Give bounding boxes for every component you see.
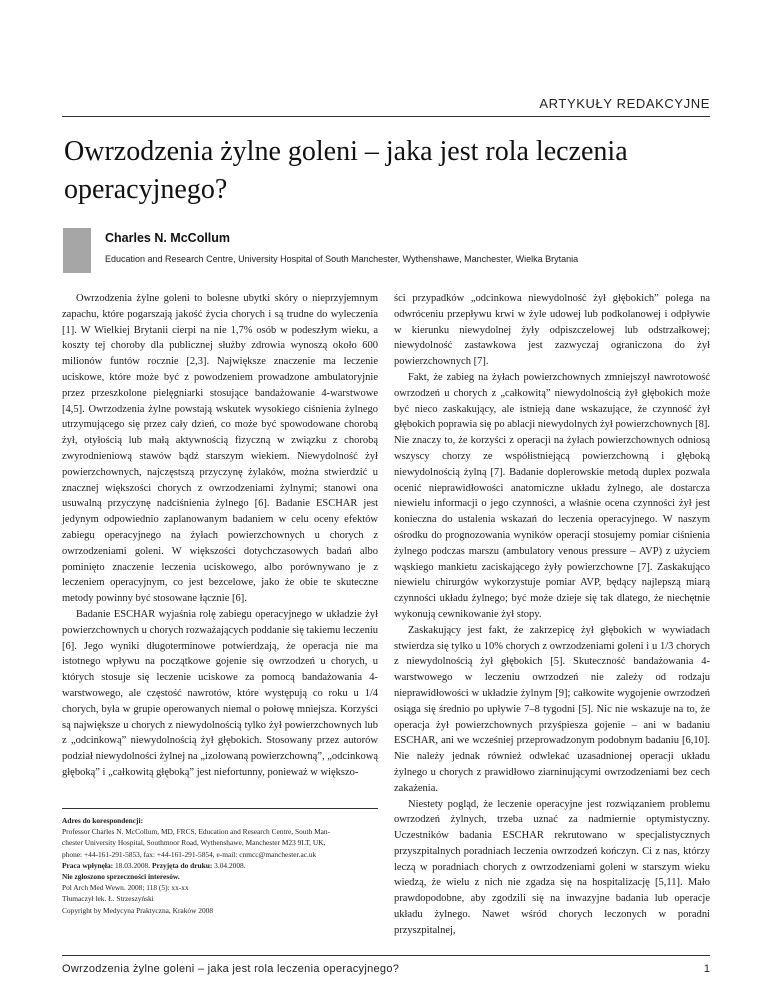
footer-rule bbox=[62, 955, 710, 956]
section-label: ARTYKUŁY REDAKCYJNE bbox=[539, 96, 710, 111]
right-column bbox=[394, 291, 710, 939]
footer-title: Owrzodzenia żylne goleni – jaka jest rola leczenia operacyjnego? bbox=[62, 963, 400, 975]
journal-citation: Pol Arch Med Wewn. 2008; 118 (5): xx-xx bbox=[62, 883, 189, 893]
accepted-label: Przyjęta do druku: bbox=[151, 860, 213, 870]
copyright-note: Copyright by Medycyna Praktyczna, Kraków 2008 bbox=[62, 905, 214, 915]
correspondence-line: Professor Charles N. McCollum, MD, FRCS, Education and Research Centre, South Man- bbox=[62, 827, 331, 837]
paragraph: Zaskakujący jest fakt, że zakrzepicę żył głębokich w wywiadach stwierdza się tylko u 10% chorych z owrzodzeniami goleni i u 1/3 chorych z niewydolnością żył głębokich [5]. Skuteczność bandażowania 4-warstwowego w leczeniu owrzodzeń nie zależy od rodzaju nieprawidłowości w układzie żylnym [9]; całkowite wygojenie owrzodzeń osiąga się średnio po upływie 7–8 tygodni [5]. Nic nie wskazuje na to, że operacja żył powierzchownych przyśpiesza gojenie – ani w badaniu ESCHAR, ani we wcześniej przeprowadzonym podobnym badaniu [6,10]. Nie należy jednak również odwlekać uzasadnionej operacji układu żylnego u chorych z prawidłowo ziarninującymi owrzodzeniami bez cech zakażenia. bbox=[394, 624, 710, 794]
page-number: 1 bbox=[703, 963, 710, 975]
correspondence-heading: Adres do korespondencji: bbox=[62, 816, 144, 825]
paragraph: ści przypadków „odcinkowa niewydolność żył głębokich” polega na odwróceniu przepływu krwi w żyle udowej lub podkolanowej i odpływie w kierunku niewydolnej żyły odpiszczelowej lub odstrzałkowej; niewydolność zastawkowa jest zazwyczaj ograniczona do żył powierzchownych [7]. bbox=[394, 293, 710, 368]
author-affiliation: Education and Research Centre, University Hospital of South Manchester, Wythenshawe, Manchester, Wielka Brytania bbox=[105, 254, 579, 264]
accepted-date: 3.04.2008. bbox=[214, 860, 246, 870]
correspondence-box bbox=[62, 808, 378, 916]
correspondence-line: phone: +44-161-291-5853, fax: +44-161-291-5854, e-mail: cnmcc@manchester.ac.uk bbox=[62, 849, 317, 859]
conflict-statement: Nie zgłoszono sprzeczności interesów. bbox=[62, 872, 180, 882]
author-accent-bar bbox=[63, 228, 91, 273]
paragraph: Owrzodzenia żylne goleni to bolesne ubytki skóry o nieprzyjemnym zapachu, które pogarszają jakość życia chorych i są trudne do wyleczenia [1]. W Wielkiej Brytanii cierpi na nie 1,7% osób w podeszłym wieku, a koszty tej choroby dla publicznej służby zdrowia wynoszą około 600 milionów funtów rocznie [2,3]. Największe znaczenie ma leczenie uciskowe, które może być z powodzeniem prowadzone ambulatoryjnie przez przeszkolone pielęgniarki stosujące bandażowanie 4-warstwowe [4,5]. Owrzodzenia żylne powstają wskutek wysokiego ciśnienia żylnego utrzymującego się przez cały dzień, co może być spowodowane chorobą żył, otyłością lub małą aktywnością fizyczną w związku z chorobą zwyrodnieniową stawów bądź starszym wiekiem. Niewydolność żył powierzchownych, najczęstszą przyczynę żylaków, można stwierdzić u znacznej większości chorych z owrzodzeniami żylnymi; stanowi ona usuwalną przyczynę nadciśnienia żylnego [6]. Badanie ESCHAR jest jedynym odpowiednio zaplanowanym badaniem w celu oceny efektów zabiegu operacyjnego na żyłach powierzchownych u chorych z owrzodzeniami goleni. W większości dotychczasowych badań albo pominięto znaczenie leczenia uciskowego, albo porównywano je z leczeniem operacyjnym, co jest bezcelowe, jako że obie te skuteczne metody powinny być stosowane łącznie [6]. bbox=[62, 293, 378, 605]
translator-note: Tłumaczył lek. Ł. Strzeszyński bbox=[62, 894, 154, 904]
correspondence-line: chester University Hospital, Southmoor Road, Wythenshawe, Manchester M23 9LT, UK, bbox=[62, 838, 326, 848]
header-rule bbox=[62, 116, 710, 117]
paragraph: Fakt, że zabieg na żyłach powierzchownych zmniejszył nawrotowość owrzodzeń u chorych z „całkowitą” niewydolnością żył głębokich może być nieco zaskakujący, ale istnieją dane wskazujące, że czynność żył głębokich poprawia się po ablacji niewydolnych żył powierzchownych [8]. Nie znaczy to, że korzyści z operacji na żyłach powierzchownych odniosą wszyscy chorzy ze współistniejącą powierzchowną i głęboką niewydolnością żylną [7]. Badanie doplerowskie metodą duplex pozwala ocenić nieprawidłowości anatomiczne układu żylnego, ale dostarcza niewielu informacji o jego czynności, a właśnie ocena czynności żył jest konieczna do ustalenia wskazań do leczenia operacyjnego. W naszym ośrodku do prognozowania wyników operacji stosujemy pomiar ciśnienia żylnego podczas marszu (ambulatory venous pressure – AVP) z użyciem wąskiego mankietu zaciskającego żyły powierzchowne [7]. Zaskakująco niewielu chirurgów wykorzystuje pomiar AVP, będący najlepszą miarą czynności układu żylnego; być może dzieje się tak dlatego, że niechętnie wykonują cewnikowanie żył stopy. bbox=[394, 371, 710, 620]
article-title: Owrzodzenia żylne goleni – jaka jest rola leczenia operacyjnego? bbox=[64, 136, 628, 205]
left-column bbox=[62, 291, 378, 781]
received-date: 18.03.2008. bbox=[114, 860, 151, 870]
paragraph: Badanie ESCHAR wyjaśnia rolę zabiegu operacyjnego w układzie żył powierzchownych u chorych rozważających poddanie się takiemu leczeniu [6]. Jego wyniki długoterminowe potwierdzają, że operacja nie ma istotnego wpływu na początkowe gojenie się owrzodzeń u chorych, u których stosuje się leczenie uciskowe za pomocą bandażowania 4-warstwowego, ale częstość nawrotów, które występują co roku u 1/4 chorych, była w grupie operowanych niemal o połowę mniejsza. Korzyści są największe u chorych z niewydolnością tylko żył powierzchownych lub z „odcinkową” niewydolnością żył głębokich. Stosowany przez autorów podział niewydolności żylnej na „izolowaną powierzchowną”, „odcinkową głęboką” i „całkowitą głęboką” jest niefortunny, ponieważ w większo- bbox=[62, 608, 378, 778]
author-name: Charles N. McCollum bbox=[105, 231, 231, 245]
received-label: Praca wpłynęła: bbox=[62, 860, 114, 870]
paragraph: Niestety pogląd, że leczenie operacyjne jest rozwiązaniem problemu owrzodzeń żylnych, trzeba uznać za nadmiernie optymistyczny. Uczestników badania ESCHAR rekrutowano w specjalistycznych przyszpitalnych poradniach leczenia owrzodzeń kończyn. Ci z nas, którzy leczą w poradniach chorych z owrzodzeniami goleni w starszym wieku wiedzą, że wielu z nich nie zgadza się na hospitalizację [5,11]. Mało prawdopodobne, aby zgodzili się na inwazyjne badania lub operacje układu żylnego. Nawet wśród chorych leczonych w poradni przyszpitalnej, bbox=[394, 798, 710, 936]
dates-line bbox=[62, 860, 378, 871]
